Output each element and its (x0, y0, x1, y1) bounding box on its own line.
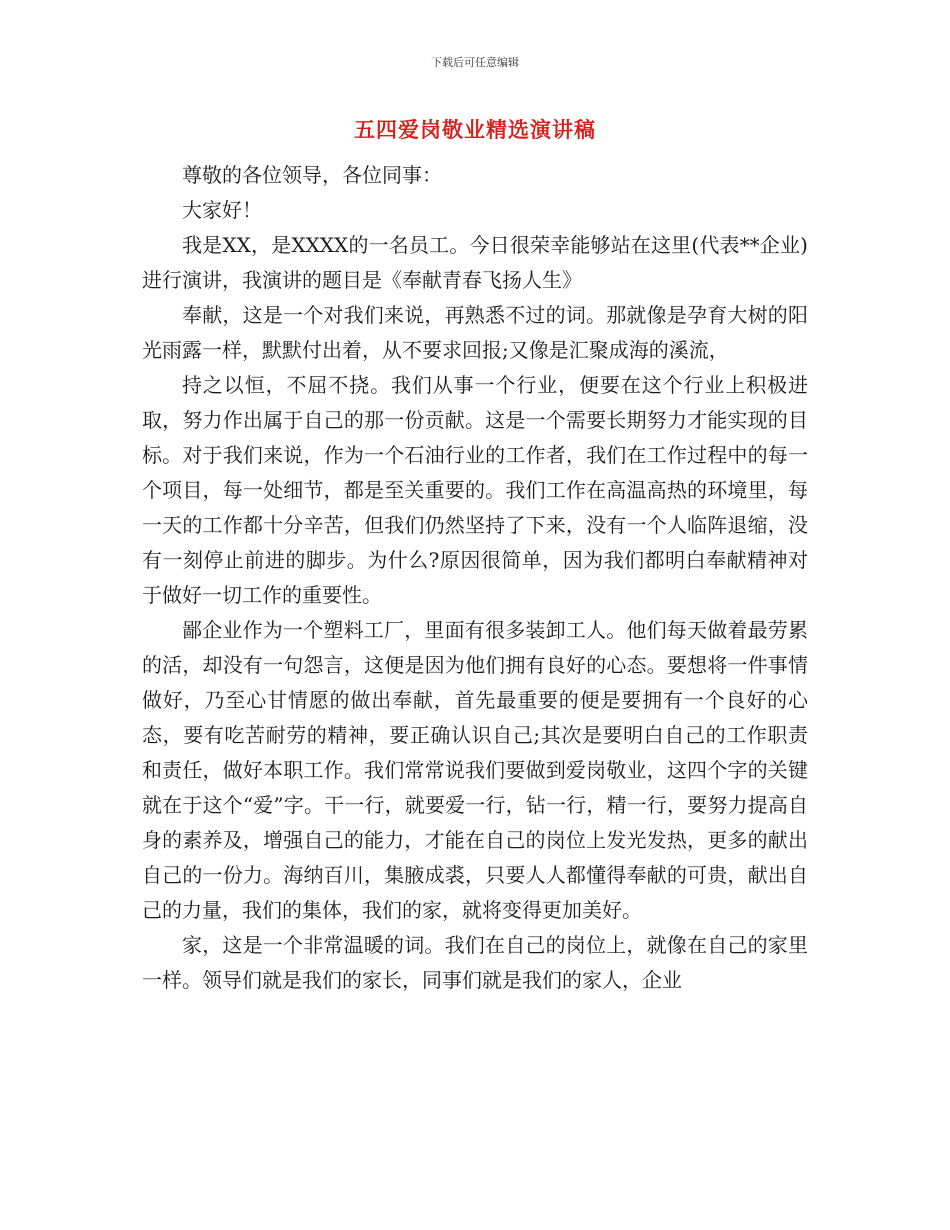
paragraph: 我是XX，是XXXX的一名员工。今日很荣幸能够站在这里(代表**企业)进行演讲，我演讲的题目是《奉献青春飞扬人生》 (142, 233, 808, 292)
paragraph: 家，这是一个非常温暖的词。我们在自己的岗位上，就像在自己的家里一样。领导们就是我们的家长，同事们就是我们的家人，企业 (142, 933, 808, 992)
paragraph: 奉献，这是一个对我们来说，再熟悉不过的词。那就像是孕育大树的阳光雨露一样，默默付出着，从不要求回报;又像是汇聚成海的溪流， (142, 303, 808, 362)
document-title: 五四爱岗敬业精选演讲稿 (354, 118, 596, 142)
paragraph: 持之以恒，不屈不挠。我们从事一个行业，便要在这个行业上积极进取，努力作出属于自己的那一份贡献。这是一个需要长期努力才能实现的目标。对于我们来说，作为一个石油行业的工作者，我们在工作过程中的每一个项目，每一处细节，都是至关重要的。我们工作在高温高热的环境里，每一天的工作都十分辛苦，但我们仍然坚持了下来，没有一个人临阵退缩，没有一刻停止前进的脚步。为什么?原因很简单，因为我们都明白奉献精神对于做好一切工作的重要性。 (142, 373, 808, 607)
document-body (142, 158, 808, 998)
paragraph: 鄙企业作为一个塑料工厂，里面有很多装卸工人。他们每天做着最劳累的活，却没有一句怨言，这便是因为他们拥有良好的心态。要想将一件事情做好，乃至心甘情愿的做出奉献，首先最重要的便是要拥有一个良好的心态，要有吃苦耐劳的精神，要正确认识自己;其次是要明白自己的工作职责和责任，做好本职工作。我们常常说我们要做到爱岗敬业，这四个字的关键就在于这个“爱”字。干一行，就要爱一行，钻一行，精一行，要努力提高自身的素养及，增强自己的能力，才能在自己的岗位上发光发热，更多的献出自己的一份力。海纳百川，集腋成裘，只要人人都懂得奉献的可贵，献出自己的力量，我们的集体，我们的家，就将变得更加美好。 (142, 618, 808, 922)
paragraph-salutation: 尊敬的各位领导，各位同事： (182, 163, 442, 187)
header-note: 下载后可任意编辑 (431, 56, 519, 69)
paragraph-greeting: 大家好！ (182, 198, 262, 222)
